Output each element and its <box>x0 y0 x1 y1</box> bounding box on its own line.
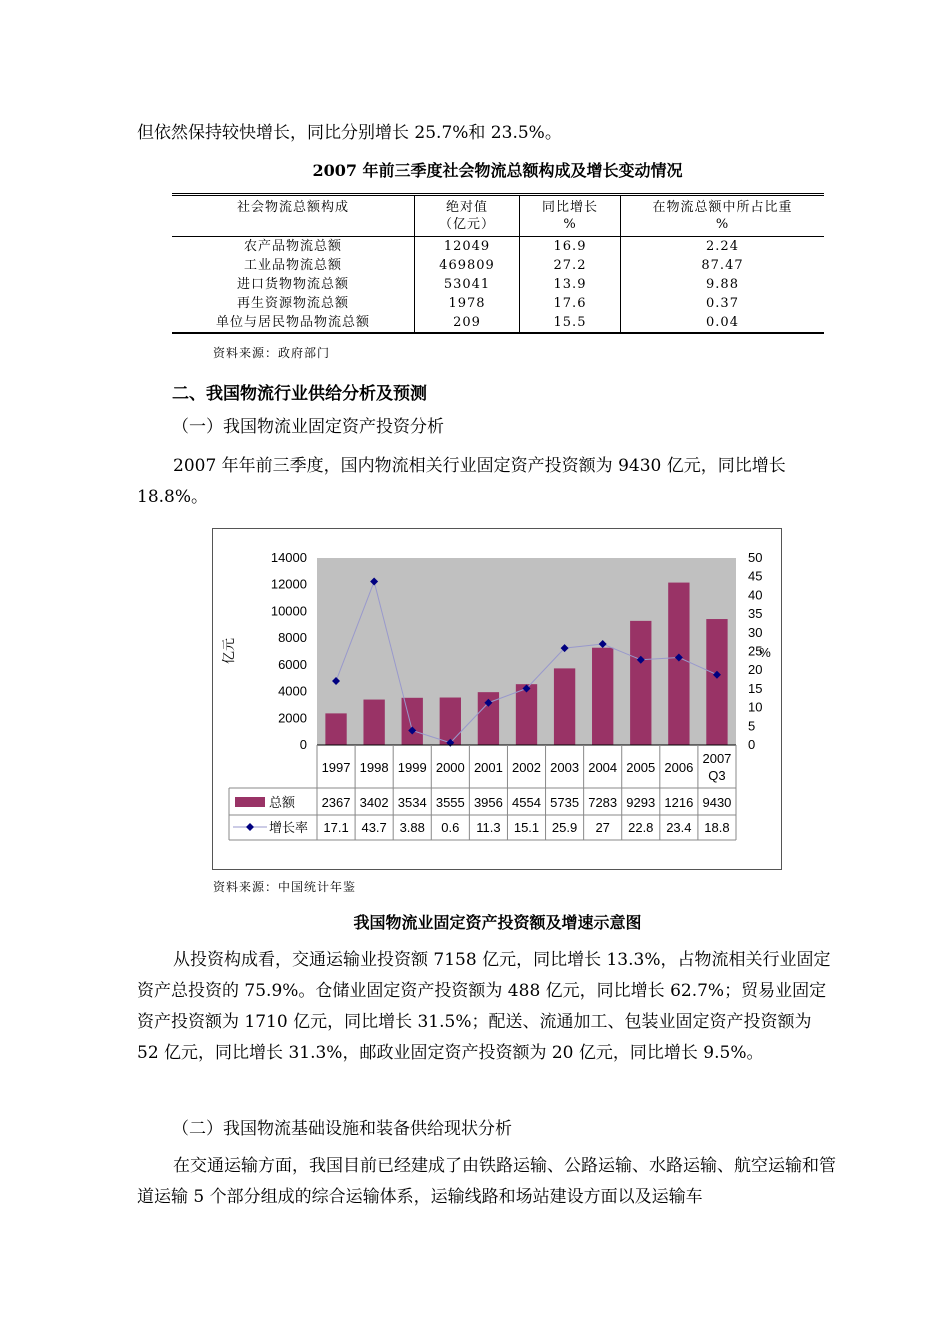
y-tick-label: 4000 <box>278 683 307 699</box>
legend-line-marker <box>246 823 254 831</box>
table-cell: 9.88 <box>621 275 825 294</box>
bar <box>325 713 346 745</box>
data-label: 25.9 <box>551 820 578 835</box>
data-label: 15.1 <box>513 820 540 835</box>
x-tick-label: 1997 <box>321 760 351 775</box>
y-tick-label: 2000 <box>278 710 307 726</box>
legend-label: 增长率 <box>269 820 309 835</box>
logistics-table <box>172 193 824 334</box>
y-tick-label: 10000 <box>270 603 307 619</box>
table-cell: 2.24 <box>621 237 825 257</box>
y-tick-label: 8000 <box>278 630 307 646</box>
data-label: 9293 <box>626 795 656 810</box>
data-label: 43.7 <box>361 820 387 835</box>
y2-axis-label: % <box>759 645 771 660</box>
legend-bar-swatch <box>235 797 265 807</box>
table-cell: 87.47 <box>621 256 825 275</box>
data-label: 3402 <box>359 795 389 810</box>
data-label: 5735 <box>550 795 580 810</box>
x-tick-label: 2004 <box>588 760 618 775</box>
table-row <box>172 275 824 294</box>
bar <box>668 583 689 745</box>
y2-tick-label: 30 <box>748 624 763 640</box>
table-cell: 农产品物流总额 <box>243 239 342 254</box>
data-label: 4554 <box>512 795 541 810</box>
data-label: 22.8 <box>628 820 654 835</box>
subsection-1-title: （一）我国物流业固定资产投资分析 <box>172 417 444 437</box>
paragraph-2: 从投资构成看，交通运输业投资额 7158 亿元，同比增长 13.3%，占物流相关行业固定资产总投资的 75.9%。仓储业固定资产投资额为 488 亿元，同比增长 62.7%；贸易业固定资产投资额为 1710 亿元，同比增长 31.5%；配送、流通加工、包装业固定资产投资额为 52 亿元，同比增长 31.3%，邮政业固定资产投资额为 20 亿元，同比增长 9.5%。 <box>137 950 831 1063</box>
y-tick-label: 12000 <box>270 576 307 592</box>
table-cell: 1978 <box>415 294 520 313</box>
table-cell: 12049 <box>415 237 520 257</box>
table-header-row <box>172 195 824 237</box>
table-cell: 再生资源物流总额 <box>236 296 349 311</box>
y2-tick-label: 35 <box>748 606 763 622</box>
data-label: 11.3 <box>476 820 501 835</box>
table-row <box>172 294 824 313</box>
y2-tick-label: 45 <box>748 568 763 584</box>
table-header-cell: 绝对值 （亿元） <box>415 195 520 237</box>
table-cell: 13.9 <box>520 275 621 294</box>
section-2-title: 二、我国物流行业供给分析及预测 <box>172 384 427 404</box>
x-tick-label: 2007 Q3 <box>702 751 732 783</box>
table-cell: 17.6 <box>520 294 621 313</box>
data-label: 3534 <box>397 795 427 810</box>
data-label: 0.6 <box>441 820 460 835</box>
data-label: 3.88 <box>399 820 425 835</box>
bar <box>440 698 461 745</box>
x-tick-label: 1998 <box>359 760 389 775</box>
table-row <box>172 237 824 257</box>
table-header-cell: 社会物流总额构成 <box>172 195 415 237</box>
data-label: 23.4 <box>666 820 692 835</box>
table-cell: 工业品物流总额 <box>243 258 342 273</box>
table-row <box>172 256 824 275</box>
table-cell: 469809 <box>415 256 520 275</box>
y2-tick-label: 25 <box>748 643 763 659</box>
bar <box>554 668 575 745</box>
y2-tick-label: 5 <box>748 718 756 734</box>
data-label: 17.1 <box>323 820 349 835</box>
table-title: 2007 年前三季度社会物流总额构成及增长变动情况 <box>312 161 683 180</box>
bar <box>516 684 537 745</box>
y-tick-label: 14000 <box>270 550 307 565</box>
table-cell: 53041 <box>415 275 520 294</box>
subsection-2-title: （二）我国物流基础设施和装备供给现状分析 <box>172 1119 512 1139</box>
data-label: 9430 <box>702 795 732 810</box>
data-label: 7283 <box>588 795 618 810</box>
paragraph-3: 在交通运输方面，我国目前已经建成了由铁路运输、公路运输、水路运输、航空运输和管道运输 5 个部分组成的综合运输体系，运输线路和场站建设方面以及运输车 <box>137 1156 836 1207</box>
investment-chart <box>212 528 782 870</box>
bar <box>592 648 613 745</box>
table-cell: 209 <box>415 313 520 333</box>
x-tick-label: 2003 <box>550 760 580 775</box>
data-label: 3555 <box>435 795 465 810</box>
data-label: 1216 <box>664 795 694 810</box>
bar <box>402 698 423 745</box>
x-tick-label: 2000 <box>435 760 465 775</box>
table-cell: 0.37 <box>621 294 825 313</box>
chart-caption: 我国物流业固定资产投资额及增速示意图 <box>353 913 642 932</box>
table-source: 资料来源：政府部门 <box>213 346 331 360</box>
y-tick-label: 6000 <box>278 656 307 672</box>
table-cell: 0.04 <box>621 313 825 333</box>
table-cell: 进口货物物流总额 <box>236 277 349 292</box>
chart-source: 资料来源：中国统计年鉴 <box>213 880 357 894</box>
table-cell: 16.9 <box>520 237 621 257</box>
data-label: 18.8 <box>704 820 730 835</box>
x-tick-label: 2002 <box>512 760 541 775</box>
x-tick-label: 2006 <box>664 760 694 775</box>
table-cell: 15.5 <box>520 313 621 333</box>
bar <box>630 621 651 745</box>
data-label: 27 <box>595 820 610 835</box>
y-tick-label: 0 <box>299 737 307 752</box>
intro-line: 但依然保持较快增长，同比分别增长 25.7%和 23.5%。 <box>137 123 562 143</box>
y2-tick-label: 15 <box>748 680 763 696</box>
table-cell: 单位与居民物品物流总额 <box>215 315 370 330</box>
x-tick-label: 1999 <box>397 760 427 775</box>
data-label: 3956 <box>473 795 503 810</box>
y2-tick-label: 20 <box>748 662 763 678</box>
x-tick-label: 2005 <box>626 760 656 775</box>
x-tick-label: 2001 <box>473 760 503 775</box>
bar <box>706 619 727 745</box>
chart-svg <box>213 529 781 869</box>
y-axis-label: 亿元 <box>221 637 236 665</box>
y2-tick-label: 50 <box>748 550 763 565</box>
table-header-cell: 在物流总额中所占比重 % <box>621 195 825 237</box>
data-label: 2367 <box>321 795 351 810</box>
table-row <box>172 313 824 333</box>
y2-tick-label: 0 <box>748 737 756 752</box>
legend-label: 总额 <box>269 795 296 810</box>
y2-tick-label: 10 <box>748 699 763 715</box>
paragraph-1: 2007 年年前三季度，国内物流相关行业固定资产投资额为 9430 亿元，同比增长 18.8%。 <box>137 456 786 507</box>
bar <box>363 700 384 745</box>
table-header-cell: 同比增长 % <box>520 195 621 237</box>
table-cell: 27.2 <box>520 256 621 275</box>
y2-tick-label: 40 <box>748 587 763 603</box>
